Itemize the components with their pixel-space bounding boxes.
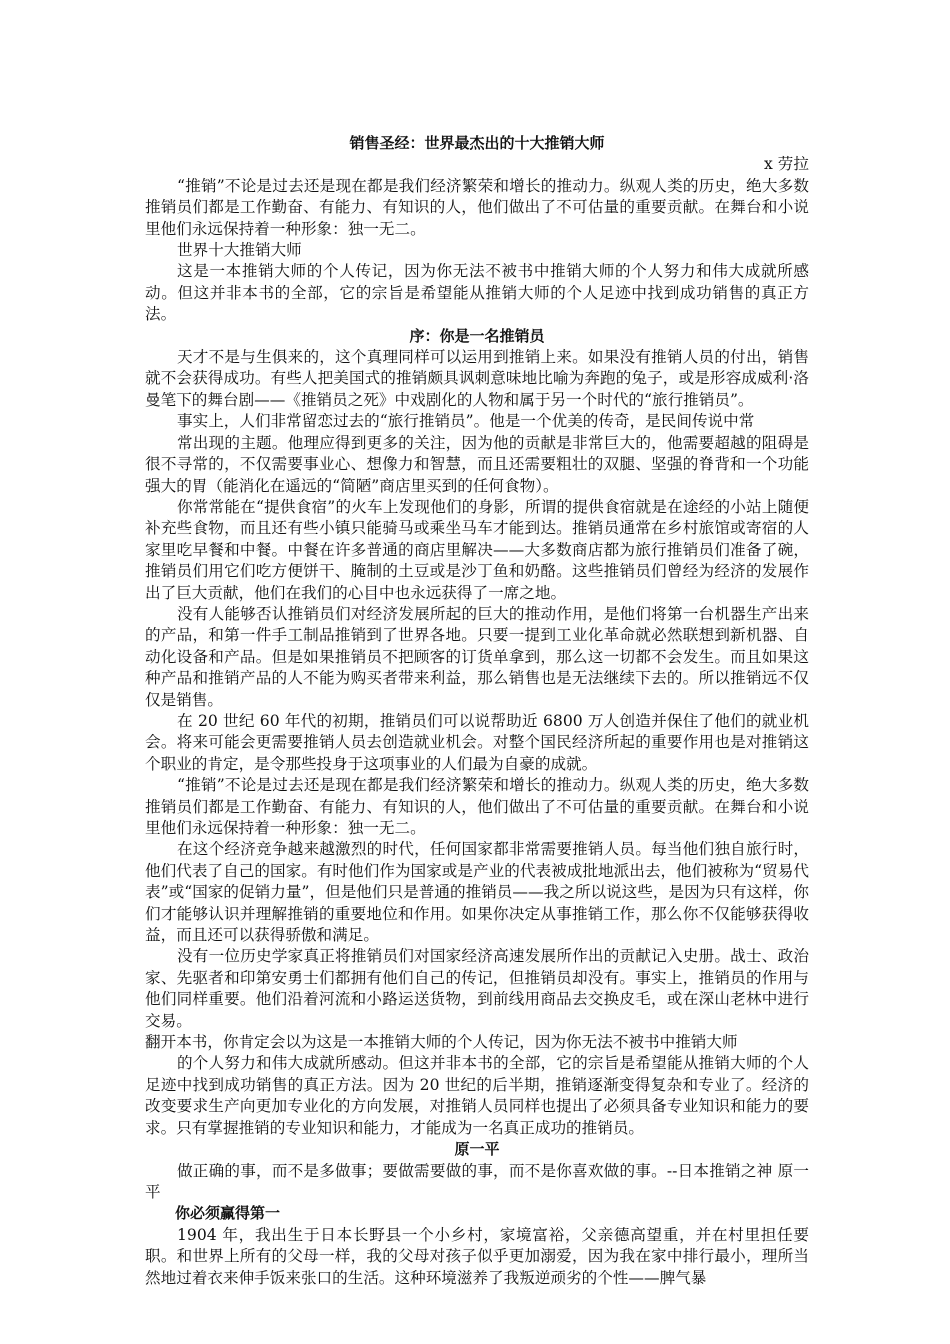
continued-paragraph: 的个人努力和伟大成就所感动。但这并非本书的全部，它的宗旨是希望能从推销大师的个人足迹中找到成功销售的真正方法。因为 20 世纪的后半期，推销逐渐变得复杂和专业了。经济的改变要求生产向更加专业化的方向发展，对推销人员同样也提出了必须具备专业知识和能力的要求。只有掌握推销的专业知识和能力，才能成为一名真正成功的推销员。 bbox=[145, 1054, 809, 1137]
document-page bbox=[145, 133, 809, 1289]
preface-paragraph: 在这个经济竞争越来越激烈的时代，任何国家都非常需要推销人员。每当他们独自旅行时，他们代表了自己的国家。有时他们作为国家或是产业的代表被成批地派出去，他们被称为“贸易代表”或“国家的促销力量”，但是他们只是普通的推销员——我之所以说这些，是因为只有这样，你们才能够认识并理解推销的重要地位和作用。如果你决定从事推销工作，那么你不仅能够获得收益，而且还可以获得骄傲和满足。 bbox=[145, 840, 809, 945]
preface-paragraph: 事实上，人们非常留恋过去的“旅行推销员”。他是一个优美的传奇，是民间传说中常 bbox=[177, 412, 755, 431]
document-author: x 劳拉 bbox=[764, 155, 809, 174]
preface-paragraph: 在 20 世纪 60 年代的初期，推销员们可以说帮助近 6800 万人创造并保住了他们的就业机会。将来可能会更需要推销人员去创造就业机会。对整个国民经济所起的重要作用也是对推销这个职业的肯定，是令那些投身于这项事业的人们最为自豪的成就。 bbox=[145, 711, 809, 773]
preface-heading: 序：你是一名推销员 bbox=[409, 326, 545, 345]
preface-paragraph: 没有一位历史学家真正将推销员们对国家经济高速发展所作出的贡献记入史册。战士、政治家、先驱者和印第安勇士们都拥有他们自己的传记，但推销员却没有。事实上，推销员的作用与他们同样重要。他们沿着河流和小路运送货物，到前线用商品去交换皮毛，或在深山老林中进行交易。 bbox=[145, 947, 809, 1030]
preface-paragraph: 常出现的主题。他理应得到更多的关注，因为他的贡献是非常巨大的，他需要超越的阻碍是很不寻常的，不仅需要事业心、想像力和智慧，而且还需要粗壮的双腿、坚强的脊背和一个功能强大的胃（能消化在遥远的“简陋”商店里买到的任何食物）。 bbox=[145, 433, 809, 495]
chapter-paragraph: 1904 年，我出生于日本长野县一个小乡村，家境富裕，父亲德高望重，并在村里担任要职。和世界上所有的父母一样，我的父母对孩子似乎更加溺爱，因为我在家中排行最小，理所当然地过着衣来伸手饭来张口的生活。这种环境滋养了我叛逆顽劣的个性——脾气暴 bbox=[145, 1225, 809, 1287]
section-heading: 原一平 bbox=[454, 1140, 500, 1159]
flush-paragraph: 翻开本书，你肯定会以为这是一本推销大师的个人传记，因为你无法不被书中推销大师 bbox=[145, 1033, 738, 1052]
quote-paragraph: 做正确的事，而不是多做事；要做需要做的事，而不是你喜欢做的事。--日本推销之神 原一平 bbox=[145, 1161, 809, 1201]
intro-paragraph: 世界十大推销大师 bbox=[177, 241, 302, 260]
preface-paragraph: 你常常能在“提供食宿”的火车上发现他们的身影，所谓的提供食宿就是在途经的小站上随便补充些食物，而且还有些小镇只能骑马或乘坐马车才能到达。推销员通常在乡村旅馆或寄宿的人家里吃早餐和中餐。中餐在许多普通的商店里解决——大多数商店都为旅行推销员们准备了碗，推销员们用它们吃方便饼干、腌制的土豆或是沙丁鱼和奶酪。这些推销员们曾经为经济的发展作出了巨大贡献，他们在我们的心目中也永远获得了一席之地。 bbox=[145, 497, 809, 602]
preface-paragraph: 天才不是与生俱来的，这个真理同样可以运用到推销上来。如果没有推销人员的付出，销售就不会获得成功。有些人把美国式的推销颇具讽刺意味地比喻为奔跑的兔子，或是形容成威利·洛曼笔下的舞台剧——《推销员之死》中戏剧化的人物和属于另一个时代的“旅行推销员”。 bbox=[145, 348, 809, 409]
intro-paragraph: “推销”不论是过去还是现在都是我们经济繁荣和增长的推动力。纵观人类的历史，绝大多数推销员们都是工作勤奋、有能力、有知识的人，他们做出了不可估量的重要贡献。在舞台和小说里他们永远保持着一种形象：独一无二。 bbox=[145, 176, 809, 238]
preface-paragraph: 没有人能够否认推销员们对经济发展所起的巨大的推动作用，是他们将第一台机器生产出来的产品，和第一件手工制品推销到了世界各地。只要一提到工业化革命就必然联想到新机器、自动化设备和产品。但是如果推销员不把顾客的订货单拿到，那么这一切都不会发生。而且如果这种产品和推销产品的人不能为购买者带来利益，那么销售也是无法继续下去的。所以推销远不仅仅是销售。 bbox=[145, 604, 809, 709]
intro-paragraph: 这是一本推销大师的个人传记，因为你无法不被书中推销大师的个人努力和伟大成就所感动。但这并非本书的全部，它的宗旨是希望能从推销大师的个人足迹中找到成功销售的真正方法。 bbox=[145, 262, 809, 324]
chapter-heading: 你必须赢得第一 bbox=[175, 1204, 281, 1223]
document-title: 销售圣经：世界最杰出的十大推销大师 bbox=[349, 134, 605, 152]
preface-paragraph: “推销”不论是过去还是现在都是我们经济繁荣和增长的推动力。纵观人类的历史，绝大多数推销员们都是工作勤奋、有能力、有知识的人，他们做出了不可估量的重要贡献。在舞台和小说里他们永远保持着一种形象：独一无二。 bbox=[145, 776, 809, 837]
